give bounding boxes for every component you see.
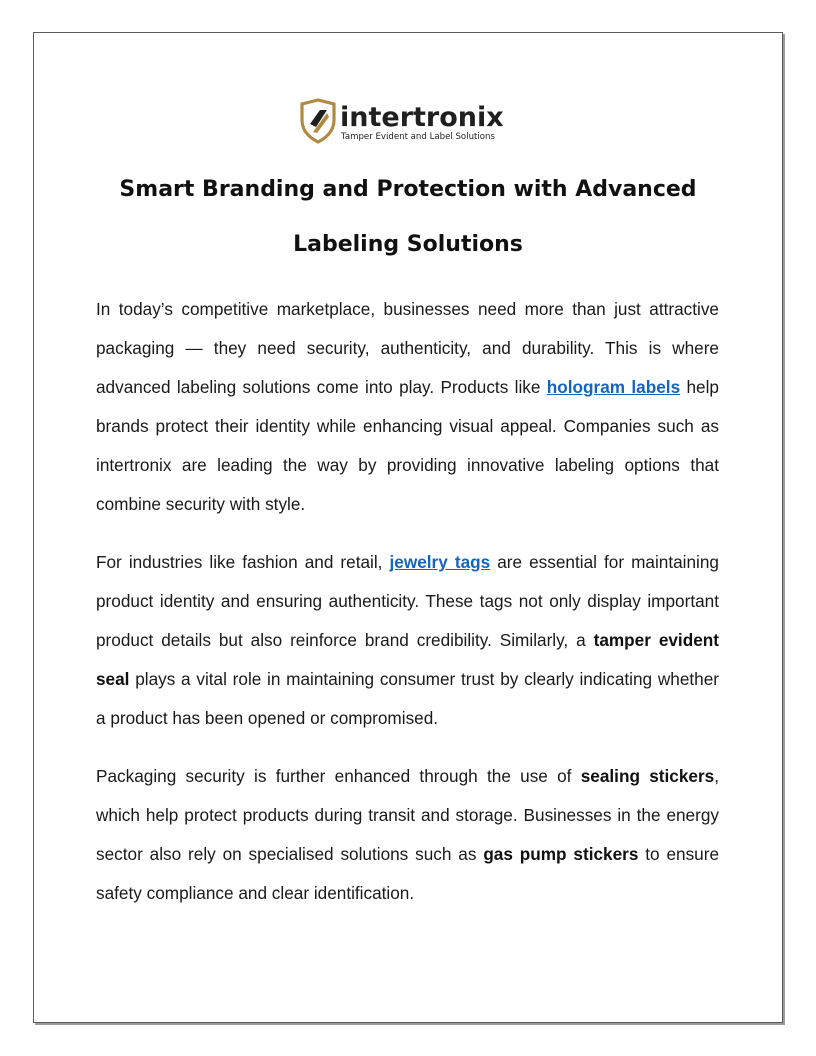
tamper-evident-seal-term: tamper evident seal (96, 630, 719, 689)
title-line-1: Smart Branding and Protection with Advanced (119, 177, 697, 202)
hologram-labels-link[interactable]: hologram labels (546, 377, 681, 397)
paragraph-text: In today’s competitive marketplace, businesses need more than just attractive packaging — they need security, authenticity, and durability. This is where advanced labeling solutions come into play. Products like (96, 299, 719, 397)
paragraph-text: are essential for maintaining product identity and ensuring authenticity. These tags not only display important product details but also reinforce brand credibility. Similarly, a (96, 552, 719, 650)
gas-pump-stickers-term: gas pump stickers (483, 844, 639, 864)
intertronix-logo (300, 98, 520, 144)
jewelry-tags-link[interactable]: jewelry tags (389, 552, 491, 572)
logo-tagline: Tamper Evident and Label Solutions (341, 132, 495, 142)
title-line-2: Labeling Solutions (293, 232, 523, 257)
sealing-stickers-term: sealing stickers (580, 766, 715, 786)
document-title (60, 162, 756, 272)
paragraph-text: Packaging security is further enhanced through the use of (96, 766, 581, 786)
paragraph-text: plays a vital role in maintaining consumer trust by clearly indicating whether a product has been opened or compromised. (96, 669, 719, 728)
logo-brand-text: intertronix (340, 102, 504, 133)
paragraph-3 (96, 757, 719, 913)
shield-emblem-icon (302, 100, 334, 142)
paragraph-text: For industries like fashion and retail, (96, 552, 390, 572)
paragraph-text: , which help protect products during transit and storage. Businesses in the energy sector also rely on specialised solutions such as (96, 766, 719, 864)
paragraph-2 (96, 543, 719, 738)
paragraph-text: help brands protect their identity while enhancing visual appeal. Companies such as intertronix are leading the way by providing innovative labeling options that combine security with style. (96, 377, 719, 514)
paragraph-1 (96, 290, 719, 524)
article-body (96, 290, 719, 932)
paragraph-text: to ensure safety compliance and clear identification. (96, 844, 719, 903)
